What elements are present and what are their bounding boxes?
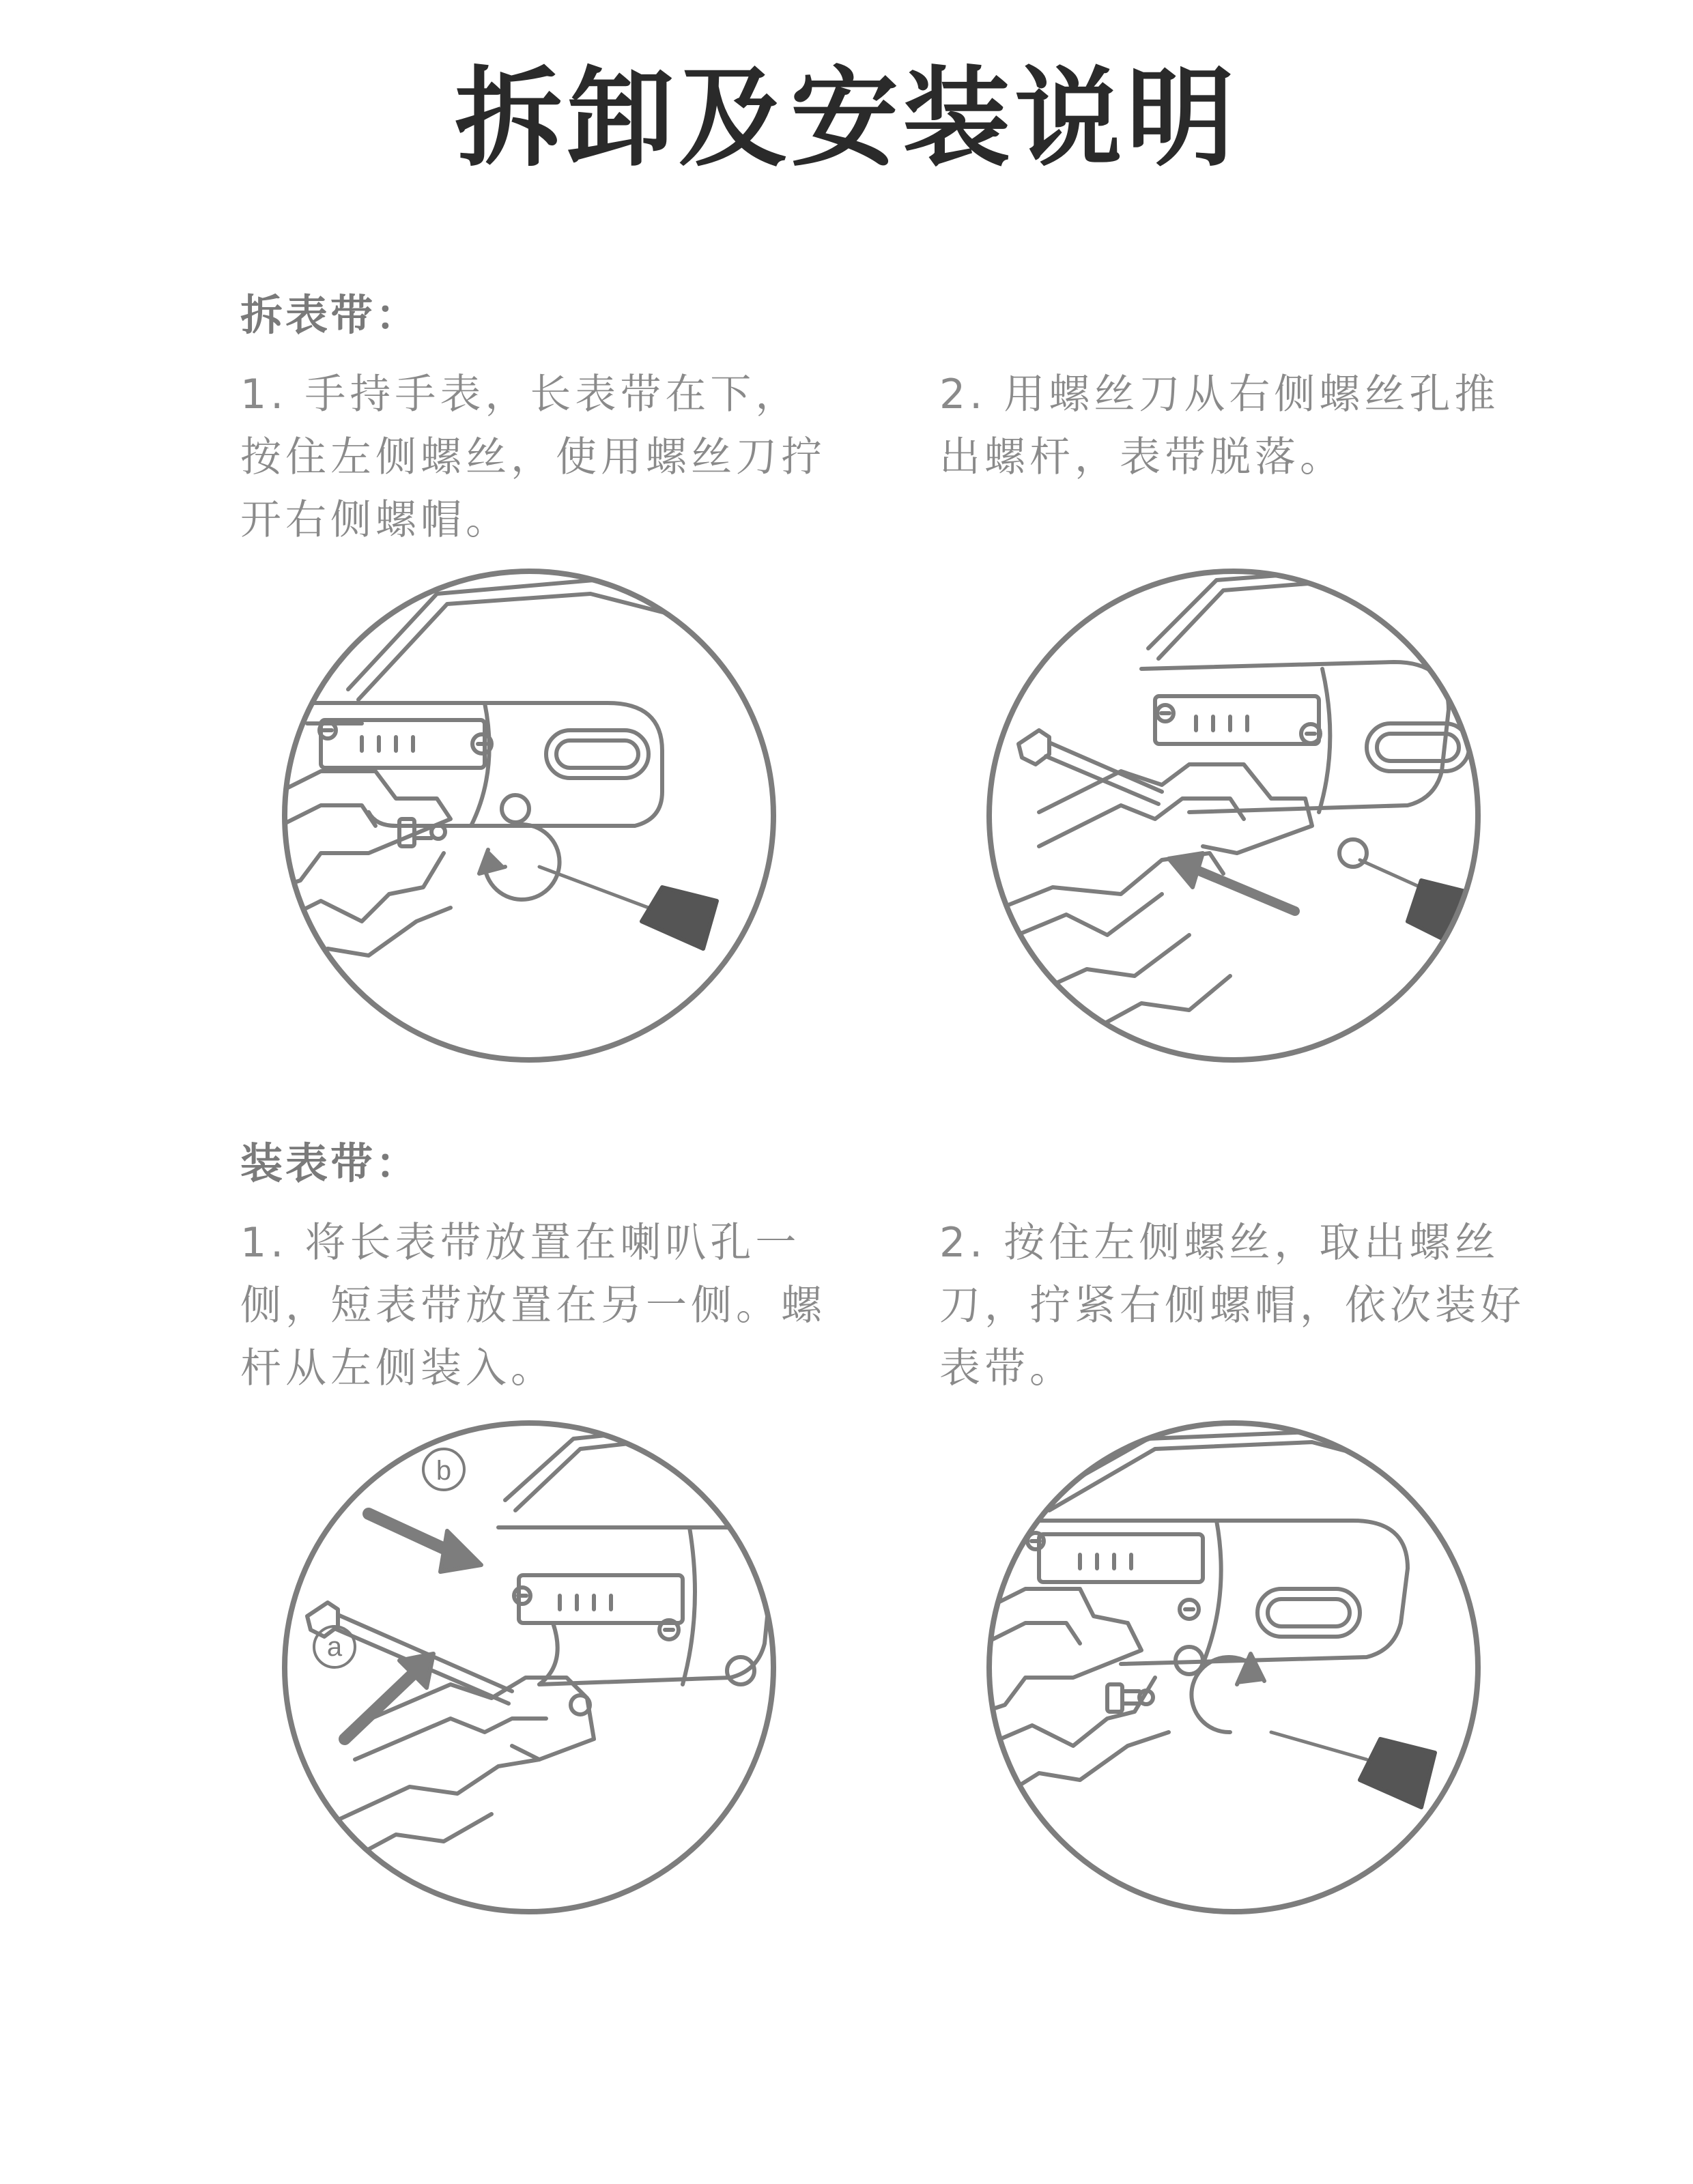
label-b: b xyxy=(436,1456,452,1486)
remove-heading: 拆表带： xyxy=(240,290,421,340)
insert-rod-illustration xyxy=(280,1418,778,1916)
push-out-rod-illustration xyxy=(984,566,1483,1065)
install-heading: 装表带： xyxy=(240,1138,421,1188)
page-title: 拆卸及安装说明 xyxy=(455,56,1238,182)
label-a: a xyxy=(326,1632,343,1662)
tighten-nut-illustration xyxy=(984,1418,1483,1916)
remove-step-2: 2. 用螺丝刀从右侧螺丝孔推出螺杆，表带脱落。 xyxy=(939,371,1500,481)
install-step-2: 2. 按住左侧螺丝，取出螺丝刀，拧紧右侧螺帽，依次装好表带。 xyxy=(939,1219,1525,1392)
remove-step-1: 1. 手持手表，长表带在下，按住左侧螺丝，使用螺丝刀拧开右侧螺帽。 xyxy=(240,371,826,544)
unscrew-nut-illustration xyxy=(280,566,778,1065)
install-step-1: 1. 将长表带放置在喇叭孔一侧，短表带放置在另一侧。螺杆从左侧装入。 xyxy=(240,1219,826,1392)
